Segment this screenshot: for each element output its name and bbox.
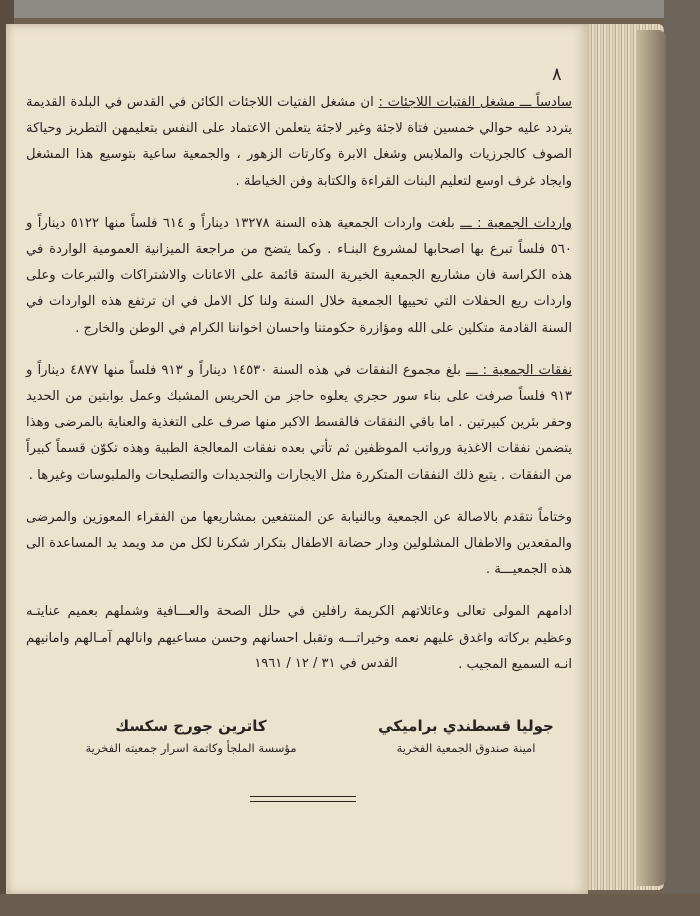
paragraph-text: بلغت واردات الجمعية هذه السنة ١٣٢٧٨ ديناراً و ٦١٤ فلساً منها ٥١٢٢ ديناراً و ٥٦٠ فلساً تبرع بها اصحابها لمشروع البنـاء . وكما يتضح من مراجعة الميزانية العمومية الواردة في هذه الكراسة فان مشاريع الجمعية الخيرية الستة قائمة على الاعانات والاشتراكات والتبرعات وعلى واردات ريع الحفلات التي تحييها الجمعية خلال السنة ولنا كل الامل في ان ترتفع هذه الواردات في السنة القادمة متكلين على الله ومؤازرة حكومتنا واحسان اخواننا الكرام في الوطن والخارج . xyxy=(26,215,572,336)
paragraph-heading: واردات الجمعية : ـــ xyxy=(460,215,572,231)
paragraph-text: بلغ مجموع النفقات في هذه السنة ١٤٥٣٠ ديناراً و ٩١٣ فلساً منها ٤٨٧٧ ديناراً و ٩١٣ فلساً صرفت على بناء سور حجري يعلوه حاجز من الحريس المشبك وعمل بوابتين من الحديد وحفر بئرين كبيرتين . اما باقي النفقات فالقسط الاكبر منها صرف على التغذية والعناية بالمرضى وهذا يتضمن نفقات الاغذية ورواتب الموظفين ثم تأتي بعده نفقات المعالجة الطبية وهذه تكوّن قسماً كبيراً من النفقات . يتبع ذلك النفقات المتكررة مثل الايجارات والتجديدات والتصليحات والملبوسات وغيرها . xyxy=(26,362,572,483)
signature-title: امينة صندوق الجمعية الفخرية xyxy=(396,741,536,755)
paragraph-expenses xyxy=(26,358,572,489)
signature-title: مؤسسة الملجأ وكاتمة اسرار جمعيته الفخرية xyxy=(85,741,297,755)
page-number: ٨ xyxy=(552,64,562,85)
signature-name: كاترين جورج سكسك xyxy=(115,717,267,735)
book-binding-right xyxy=(664,0,700,916)
paragraph-revenue xyxy=(26,211,572,342)
paragraph-closing xyxy=(26,505,572,584)
paragraph-heading: نفقات الجمعية : ـــ xyxy=(465,362,572,378)
book-binding-top xyxy=(0,0,700,18)
date-line: القدس في ٣١ / ١٢ / ١٩٦١ xyxy=(254,656,398,671)
paragraph-text: ادامهم المولى تعالى وعائلاتهم الكريمة رافلين في حلل الصحة والعـــافية وشملهم بعميم عنايتـه وعظيم بركاته واغدق عليهم نعمه وخيراتـــه وتقبل احسانهم وحسن مساعيهم وانالهم آمـالهم وامانيهم انـه السميع المجيب . xyxy=(26,604,572,672)
paragraph-heading: سادساً ـــ مشغل الفتيات اللاجئات : xyxy=(378,95,572,110)
double-rule-divider xyxy=(250,796,356,802)
paragraph-text: وختاماً نتقدم بالاصالة عن الجمعية وبالنيابة عن المنتفعين بمشاريعها من الفقراء المعوزين والمرضى والمقعدين والاطفال المشلولين ودار حضانة الاطفال بتكرار شكرنا لكل من مد ويمد يد المساعدة الى هذه الجمعيـــة . xyxy=(26,509,572,578)
body-text xyxy=(26,90,572,694)
signature-treasurer xyxy=(366,714,566,758)
page-edges-cover xyxy=(636,30,666,886)
signature-name: جوليا قسطندي براميكي xyxy=(378,717,554,735)
book-binding-bottom xyxy=(0,894,700,916)
signature-founder xyxy=(76,714,306,758)
book-page xyxy=(6,24,588,894)
paragraph-text: ان مشغل الفتيات اللاجئات الكائن في القدس في البلدة القديمة يتردد عليه حوالي خمسين فتاة لاجئة وغير لاجئة يتعلمن الاعتماد على النفس بتعليمهن التطريز وحياكة الصوف كالجرزيات والملابس وشغل الابرة وكارتات الزهور ، والجمعية ساعية بتوسيع هذا المشغل وايجاد غرف اوسع لتعليم البنات القراءة والكتابة وفن الخياطة . xyxy=(26,95,572,189)
paragraph-workshop xyxy=(26,90,572,195)
